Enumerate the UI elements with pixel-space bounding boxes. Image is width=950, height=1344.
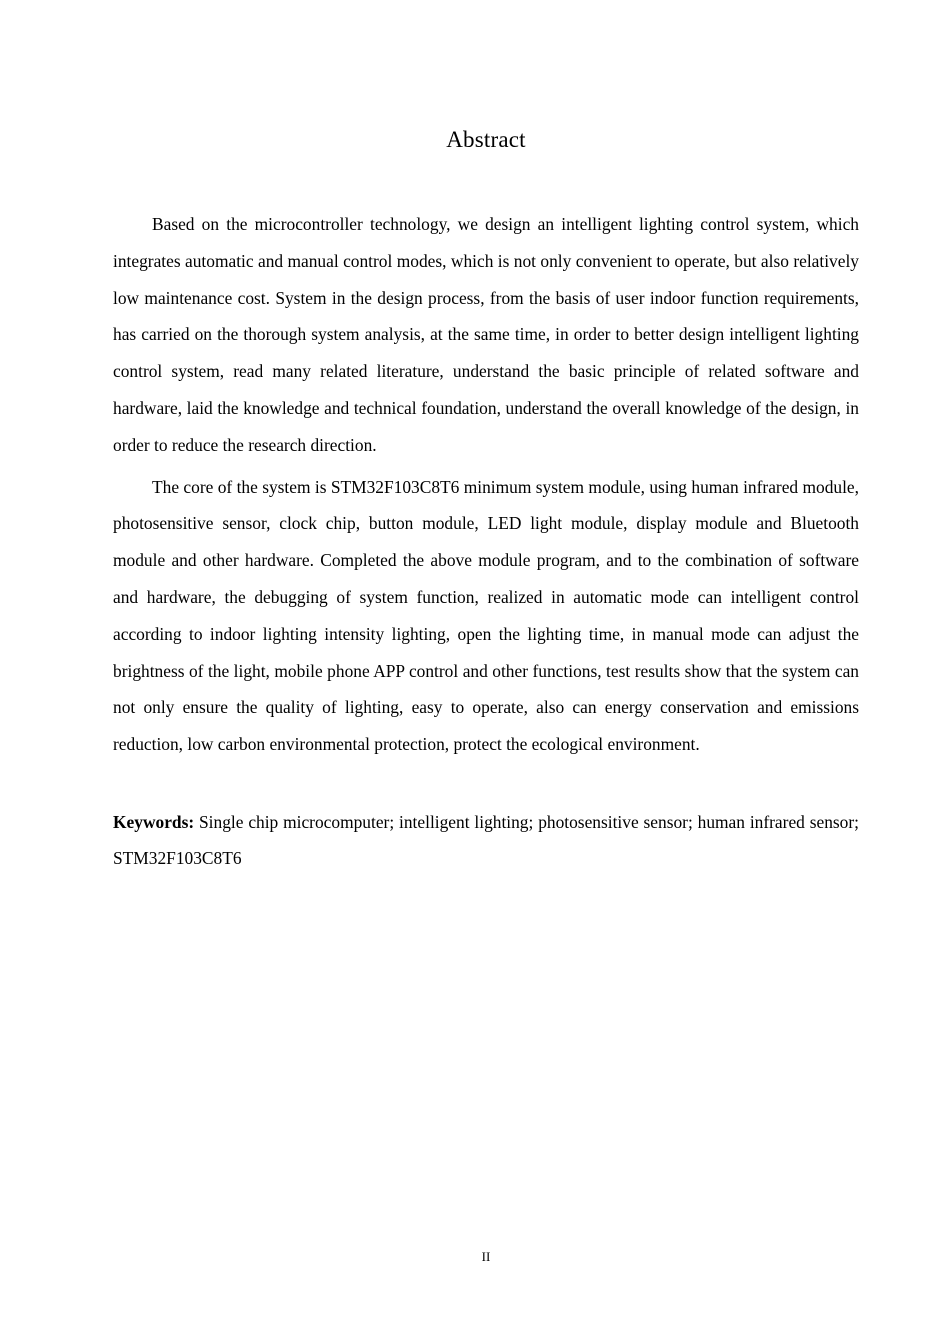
- keywords-line: [113, 804, 859, 876]
- keywords-text: Single chip microcomputer; intelligent lighting; photosensitive sensor; human infrared sensor; STM32F103C8T6: [113, 811, 859, 868]
- abstract-paragraph-1: Based on the microcontroller technology, we design an intelligent lighting control system, which integrates automatic and manual control modes, which is not only convenient to operate, but also relatively low maintenance cost. System in the design process, from the basis of user indoor function requirements, has carried on the thorough system analysis, at the same time, in order to better design intelligent lighting control system, read many related literature, understand the basic principle of related software and hardware, laid the knowledge and technical foundation, understand the overall knowledge of the design, in order to reduce the research direction.: [113, 214, 859, 455]
- keywords-label: Keywords:: [113, 811, 195, 832]
- page-number: II: [481, 1249, 491, 1264]
- abstract-body: [113, 206, 859, 876]
- abstract-paragraph-2: The core of the system is STM32F103C8T6 minimum system module, using human infrared module, photosensitive sensor, clock chip, button module, LED light module, display module and Bluetooth module and other hardware. Completed the above module program, and to the combination of software and hardware, the debugging of system function, realized in automatic mode can intelligent control according to indoor lighting intensity lighting, open the lighting time, in manual mode can adjust the brightness of the light, mobile phone APP control and other functions, test results show that the system can not only ensure the quality of lighting, easy to operate, also can energy conservation and emissions reduction, low carbon environmental protection, protect the ecological environment.: [113, 476, 859, 755]
- abstract-title: Abstract: [446, 127, 526, 152]
